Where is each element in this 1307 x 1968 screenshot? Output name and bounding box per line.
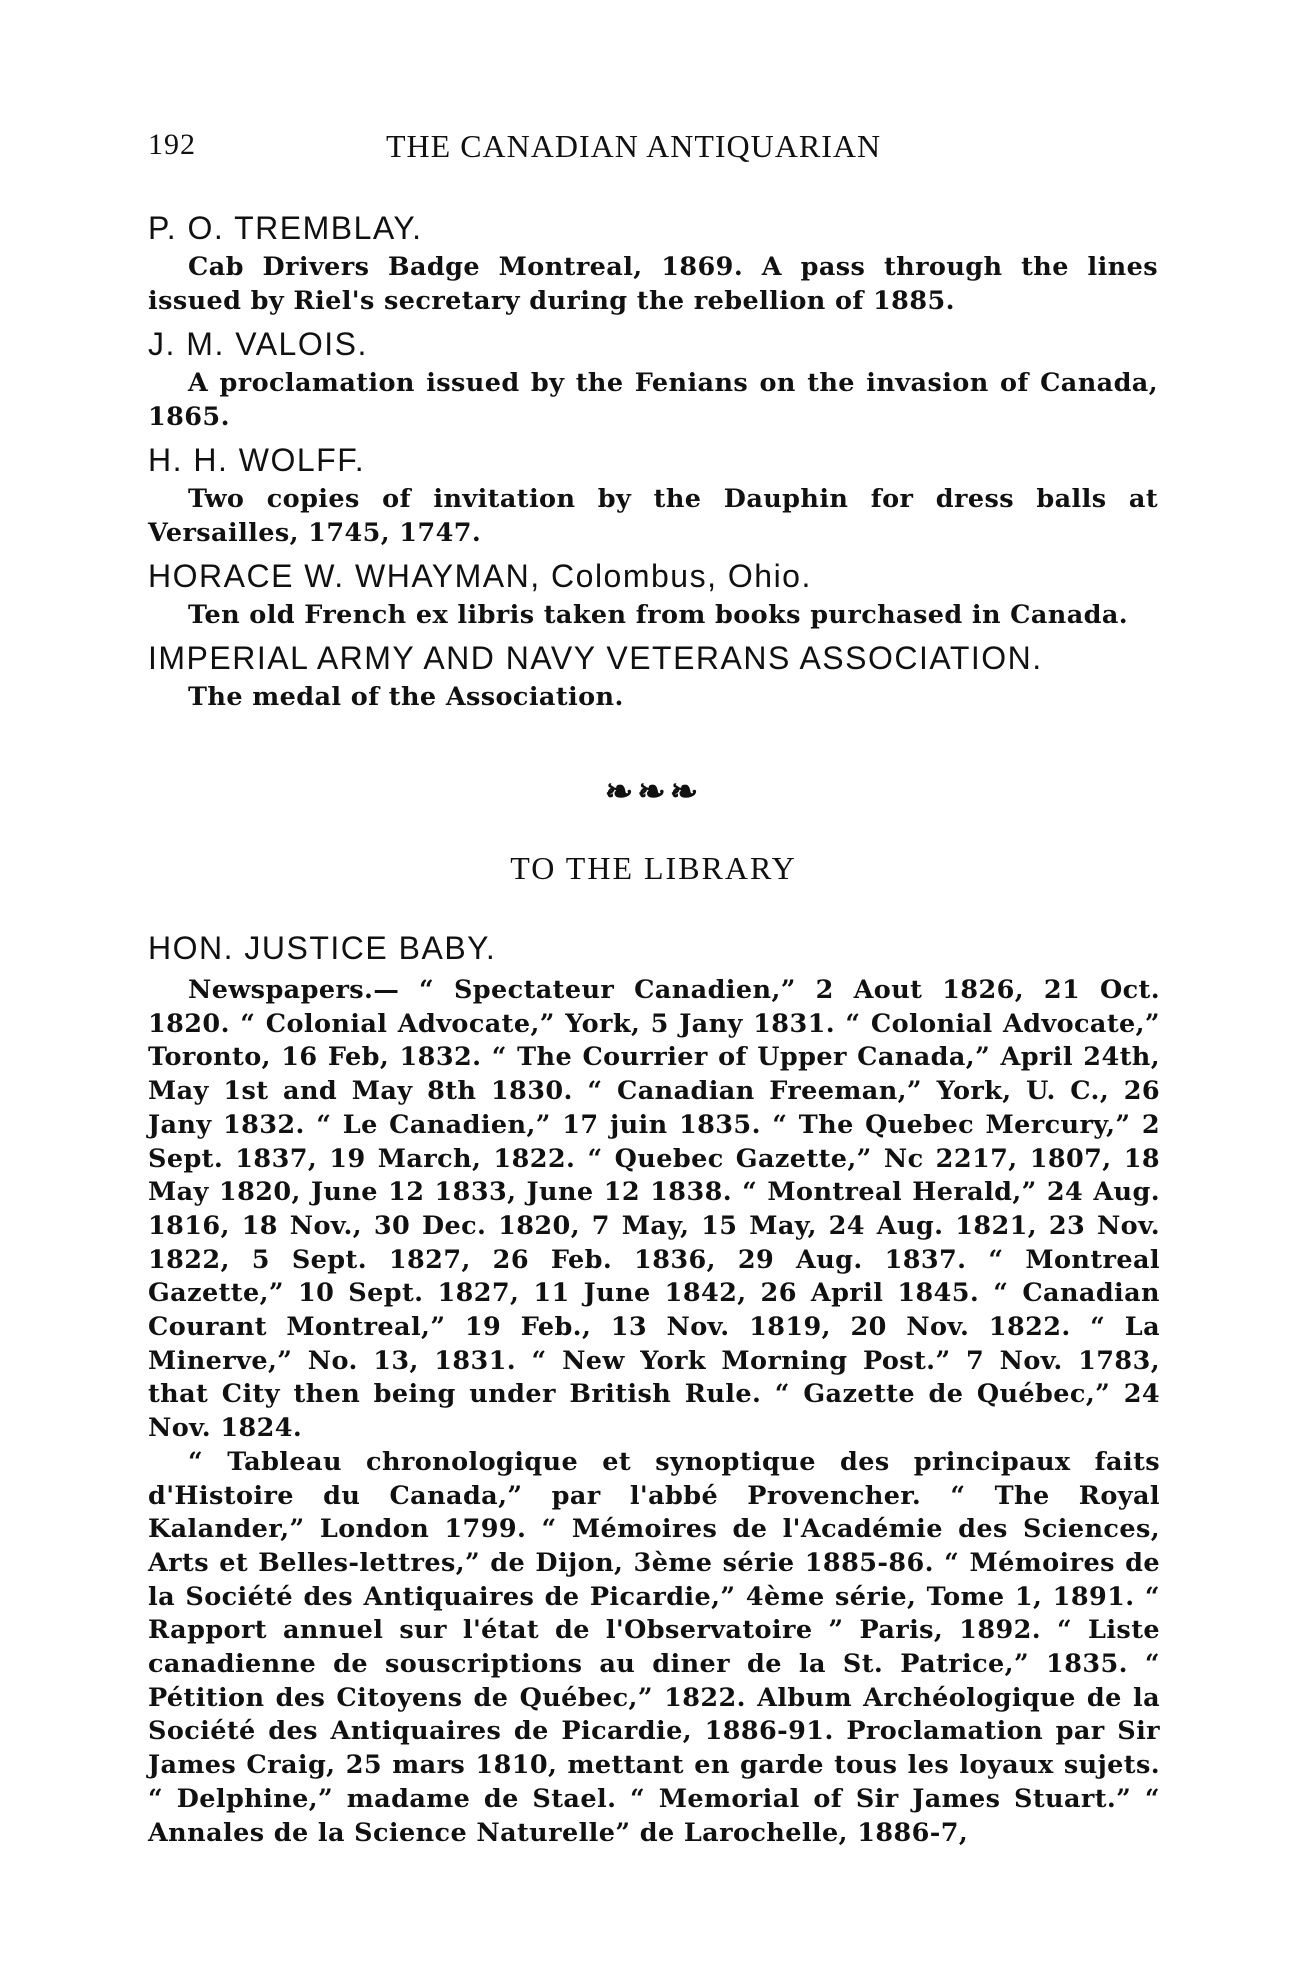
donation-description: Two copies of invitation by the Dauphin for dress balls at Versailles, 1745, 1747. — [148, 484, 1158, 548]
running-head — [148, 128, 1158, 172]
donor-name: HON. JUSTICE BABY. — [148, 930, 497, 966]
donation-description: Cab Drivers Badge Montreal, 1869. A pass through the lines issued by Riel's secretary during the rebellion of 1885. — [148, 252, 1158, 316]
donation-description: Ten old French ex libris taken from books purchased in Canada. — [188, 600, 1129, 630]
donor-name: P. O. TREMBLAY. — [148, 210, 423, 246]
library-donations — [148, 928, 1160, 1850]
section-heading: TO THE LIBRARY — [510, 850, 797, 886]
donor-name: IMPERIAL ARMY AND NAVY VETERANS ASSOCIATION. — [148, 640, 1043, 676]
donations-list — [148, 208, 1158, 720]
ornament-divider: ❧❧❧ — [604, 772, 703, 812]
library-paragraph: “ Tableau chronologique et synoptique des principaux faits d'Histoire du Canada,” par l'abbé Provencher. “ The Royal Kalander,” London 1799. “ Mémoires de l'Académie des Sciences, Arts et Belles-lettres,” de Dijon, 3ème série 1885-86. “ Mémoires de la Société des Antiquaires de Picardie,” 4ème série, Tome 1, 1891. “ Rapport annuel sur l'état de l'Observatoire ” Paris, 1892. “ Liste canadienne de souscriptions au diner de la St. Patrice,” 1835. “ Pétition des Citoyens de Québec,” 1822. Album Archéologique de la Société des Antiquaires de Picardie, 1886-91. Proclamation par Sir James Craig, 25 mars 1810, mettant en garde tous les loyaux sujets. “ Delphine,” madame de Stael. “ Memorial of Sir James Stuart.” “ Annales de la Science Naturelle” de Larochelle, 1886-7, — [148, 1446, 1160, 1848]
journal-title: THE CANADIAN ANTIQUARIAN — [386, 128, 882, 164]
donation-description: The medal of the Association. — [188, 682, 624, 712]
page-number: 192 — [148, 128, 196, 161]
library-paragraph: Newspapers.— “ Spectateur Canadien,” 2 Aout 1826, 21 Oct. 1820. “ Colonial Advocate,” York, 5 Jany 1831. “ Colonial Advocate,” Toronto, 16 Feb, 1832. “ The Courrier of Upper Canada,” April 24th, May 1st and May 8th 1830. “ Canadian Freeman,” York, U. C., 26 Jany 1832. “ Le Canadien,” 17 juin 1835. “ The Quebec Mercury,” 2 Sept. 1837, 19 March, 1822. “ Quebec Gazette,” Nc 2217, 1807, 18 May 1820, June 12 1833, June 12 1838. “ Montreal Herald,” 24 Aug. 1816, 18 Nov., 30 Dec. 1820, 7 May, 15 May, 24 Aug. 1821, 23 Nov. 1822, 5 Sept. 1827, 26 Feb. 1836, 29 Aug. 1837. “ Montreal Gazette,” 10 Sept. 1827, 11 June 1842, 26 April 1845. “ Canadian Courant Montreal,” 19 Feb., 13 Nov. 1819, 20 Nov. 1822. “ La Minerve,” No. 13, 1831. “ New York Morning Post.” 7 Nov. 1783, that City then being under British Rule. “ Gazette de Québec,” 24 Nov. 1824. — [148, 975, 1160, 1444]
donor-name: H. H. WOLFF. — [148, 442, 366, 478]
donor-name: HORACE W. WHAYMAN, Colombus, Ohio. — [148, 558, 812, 594]
donation-description: A proclamation issued by the Fenians on the invasion of Canada, 1865. — [148, 368, 1158, 432]
donor-name: J. M. VALOIS. — [148, 326, 368, 362]
